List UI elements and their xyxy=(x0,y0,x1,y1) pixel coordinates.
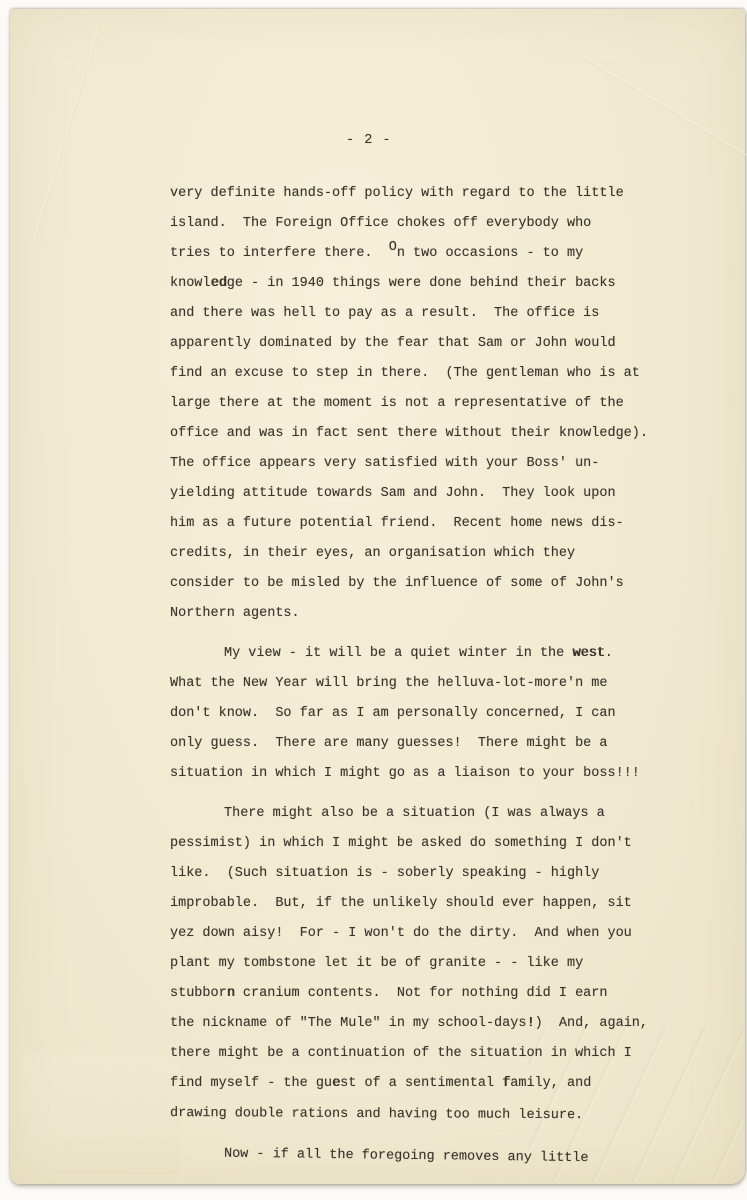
text-segment: yez down aisy! For - I won't do the dirty. And when you xyxy=(170,926,632,941)
text-segment: like. (Such situation is - soberly speaking - highly xyxy=(170,866,600,881)
text-segment: tries to interfere there. xyxy=(170,246,389,261)
text-segment: ) And, again, xyxy=(534,1016,648,1031)
text-line xyxy=(170,179,670,209)
text-segment: situation in which I might go as a liaison to your boss!!! xyxy=(170,766,640,781)
text-line xyxy=(170,1009,670,1039)
text-segment: don't know. So far as I am personally concerned, I can xyxy=(170,706,616,721)
text-line xyxy=(170,979,670,1009)
text-line xyxy=(170,599,670,629)
overstruck-text: west xyxy=(572,646,605,661)
text-line xyxy=(170,949,670,979)
text-segment: st of a sentimental xyxy=(340,1076,503,1091)
text-line xyxy=(170,419,670,449)
text-segment: . xyxy=(604,646,613,661)
overstruck-text: ed xyxy=(210,276,227,291)
text-segment: find myself - the gu xyxy=(170,1076,333,1091)
text-line xyxy=(170,799,670,829)
text-line xyxy=(170,829,670,859)
text-segment: island. The Foreign Office chokes off everybody who xyxy=(170,216,592,231)
text-line xyxy=(170,889,670,919)
text-line xyxy=(170,389,670,419)
text-segment: There might also be a situation (I was always a xyxy=(224,806,605,821)
text-segment: stubbor xyxy=(170,986,227,1001)
text-line xyxy=(170,479,670,509)
text-segment: My view - it will be a quiet winter in the xyxy=(224,646,573,661)
text-line xyxy=(170,269,670,299)
overstruck-text: f xyxy=(502,1076,511,1091)
text-line xyxy=(170,569,670,599)
text-segment: plant my tombstone let it be of granite - - like my xyxy=(170,956,584,971)
text-line xyxy=(170,329,670,359)
text-segment: amily, and xyxy=(510,1076,592,1091)
text-line xyxy=(170,859,670,889)
text-segment: improbable. But, if the unlikely should ever happen, sit xyxy=(170,896,632,911)
page-number: - 2 - xyxy=(346,133,392,148)
text-segment: yielding attitude towards Sam and John. They look upon xyxy=(170,486,616,501)
text-segment: Northern agents. xyxy=(170,606,300,621)
paper-crease-top-right xyxy=(583,57,747,160)
text-segment: Now - if all the foregoing removes any little xyxy=(223,1146,589,1167)
text-segment: consider to be misled by the influence of some of John's xyxy=(170,576,624,591)
overstruck-text: e xyxy=(332,1076,341,1091)
text-line xyxy=(170,539,670,569)
text-line xyxy=(170,919,670,949)
text-segment: office and was in fact sent there without their knowledge). xyxy=(170,426,648,441)
text-segment: knowl xyxy=(170,276,211,291)
text-segment: The office appears very satisfied with your Boss' un- xyxy=(170,456,600,471)
paper-crease-top-left xyxy=(32,27,101,243)
text-segment: credits, in their eyes, an organisation which they xyxy=(170,546,576,561)
text-line xyxy=(170,359,670,389)
text-line xyxy=(170,729,670,759)
text-segment: there might be a continuation of the situation in which I xyxy=(170,1046,632,1061)
text-segment: drawing double rations and having too much leisure. xyxy=(169,1106,584,1124)
text-segment: What the New Year will bring the helluva-lot-more'n me xyxy=(170,676,608,691)
paper-sheet xyxy=(10,9,745,1184)
text-segment: only guess. There are many guesses! There might be a xyxy=(170,736,608,751)
text-line xyxy=(170,1139,670,1175)
text-segment: ge - in 1940 things were done behind their backs xyxy=(226,276,616,291)
text-line xyxy=(170,209,670,239)
text-segment: pessimist) in which I might be asked do something I don't xyxy=(170,836,632,851)
overstruck-text: n xyxy=(226,986,235,1001)
text-segment: cranium contents. Not for nothing did I earn xyxy=(234,986,608,1001)
text-segment: and there was hell to pay as a result. The office is xyxy=(170,306,600,321)
text-segment: n two occasions - to my xyxy=(396,246,584,261)
text-segment: him as a future potential friend. Recent home news dis- xyxy=(170,516,624,531)
text-line xyxy=(170,1069,670,1099)
text-line xyxy=(170,639,670,669)
text-segment: find an excuse to step in there. (The gentleman who is at xyxy=(170,366,640,381)
paper-wrinkles-bottom-left xyxy=(20,1054,180,1174)
letter-body xyxy=(170,179,670,1169)
text-segment: the nickname of "The Mule" in my school-days xyxy=(170,1016,527,1031)
text-line xyxy=(170,669,670,699)
text-line xyxy=(170,299,670,329)
text-segment: large there at the moment is not a representative of the xyxy=(170,396,624,411)
text-line xyxy=(170,1099,670,1132)
raised-text: O xyxy=(388,240,397,255)
text-segment: apparently dominated by the fear that Sam or John would xyxy=(170,336,616,351)
text-line xyxy=(170,759,670,789)
text-line xyxy=(170,699,670,729)
text-line xyxy=(170,449,670,479)
text-line xyxy=(170,509,670,539)
text-line xyxy=(170,1039,670,1069)
overstruck-text: ! xyxy=(526,1016,535,1031)
text-line xyxy=(170,239,670,269)
text-segment: very definite hands-off policy with regard to the little xyxy=(170,186,624,201)
